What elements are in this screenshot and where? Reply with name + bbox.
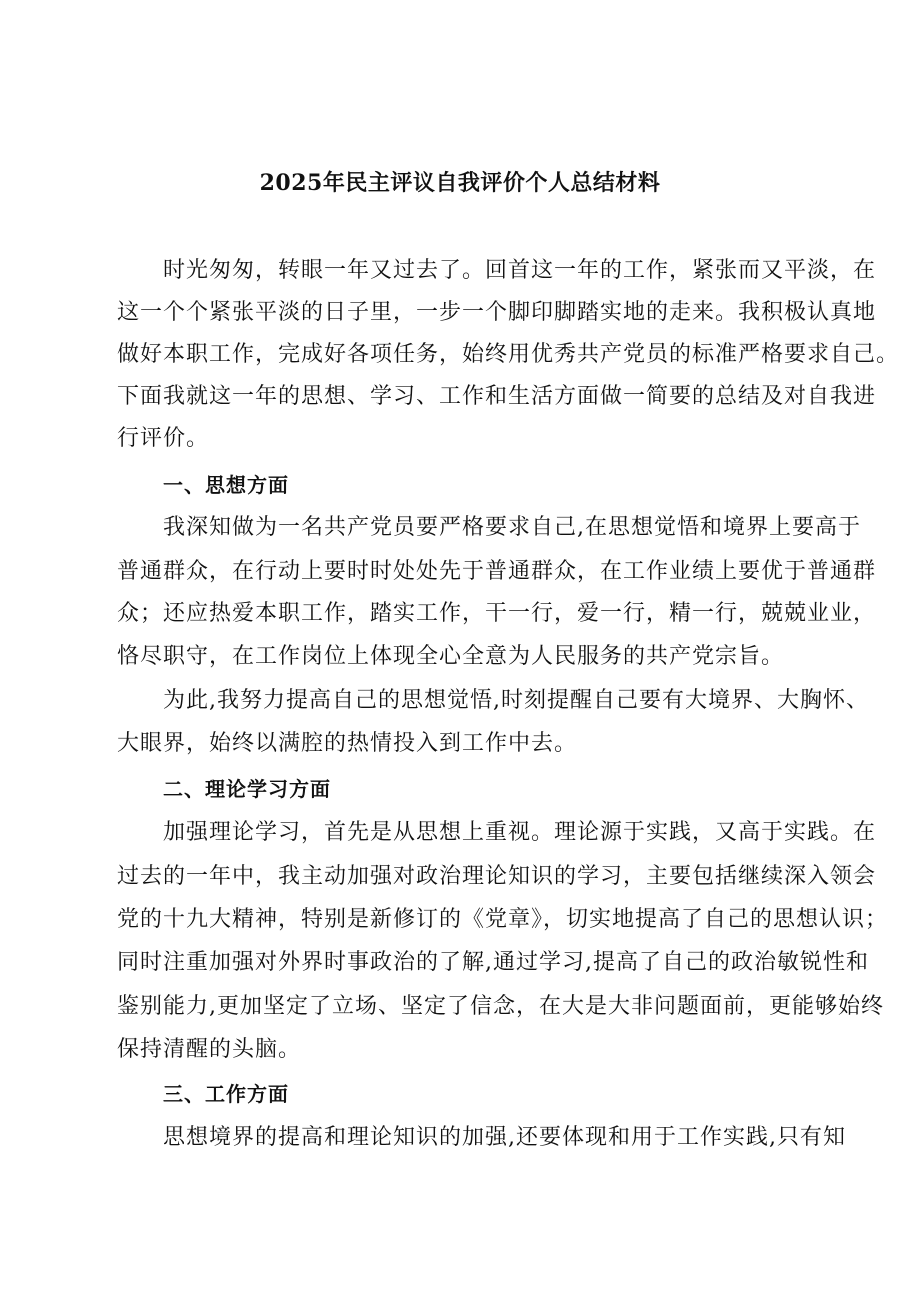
paragraph-line: 鉴别能力,更加坚定了立场、坚定了信念，在大是大非问题面前，更能够始终 — [117, 994, 884, 1019]
paragraph-line: 我深知做为一名共产党员要严格要求自己,在思想觉悟和境界上要高于 — [163, 515, 861, 540]
paragraph-line: 恪尽职守，在工作岗位上体现全心全意为人民服务的共产党宗旨。 — [117, 644, 785, 669]
paragraph-line: 下面我就这一年的思想、学习、工作和生活方面做一简要的总结及对自我进 — [117, 384, 877, 409]
paragraph-line: 普通群众，在行动上要时时处处先于普通群众，在工作业绩上要优于普通群 — [117, 559, 877, 584]
paragraph-line: 党的十九大精神，特别是新修订的《党章》，切实地提高了自己的思想认识； — [117, 907, 889, 932]
paragraph-line: 众；还应热爱本职工作，踏实工作，干一行，爱一行，精一行，兢兢业业， — [117, 601, 877, 626]
paragraph-line: 做好本职工作，完成好各项任务，始终用优秀共产党员的标准严格要求自己。 — [117, 342, 900, 367]
paragraph-line: 时光匆匆，转眼一年又过去了。回首这一年的工作，紧张而又平淡，在 — [163, 258, 877, 283]
paragraph-line: 思想境界的提高和理论知识的加强,还要体现和用于工作实践,只有知 — [163, 1125, 846, 1150]
section-heading-work: 三、工作方面 — [163, 1082, 289, 1106]
document-title: 2025年民主评议自我评价个人总结材料 — [259, 170, 661, 196]
paragraph-line: 同时注重加强对外界时事政治的了解,通过学习,提高了自己的政治敏锐性和 — [117, 950, 869, 975]
section-heading-theory: 二、理论学习方面 — [163, 777, 331, 801]
paragraph-line: 行评价。 — [117, 426, 210, 451]
paragraph-line: 过去的一年中，我主动加强对政治理论知识的学习，主要包括继续深入领会 — [117, 864, 877, 889]
paragraph-line: 为此,我努力提高自己的思想觉悟,时刻提醒自己要有大境界、大胸怀、 — [163, 688, 869, 713]
paragraph-line: 保持清醒的头脑。 — [117, 1037, 302, 1062]
paragraph-line: 这一个个紧张平淡的日子里，一步一个脚印脚踏实地的走来。我积极认真地 — [117, 300, 877, 325]
paragraph-line: 加强理论学习，首先是从思想上重视。理论源于实践，又高于实践。在 — [163, 820, 877, 845]
paragraph-line: 大眼界，始终以满腔的热情投入到工作中去。 — [117, 731, 578, 756]
section-heading-thought: 一、思想方面 — [163, 473, 289, 497]
